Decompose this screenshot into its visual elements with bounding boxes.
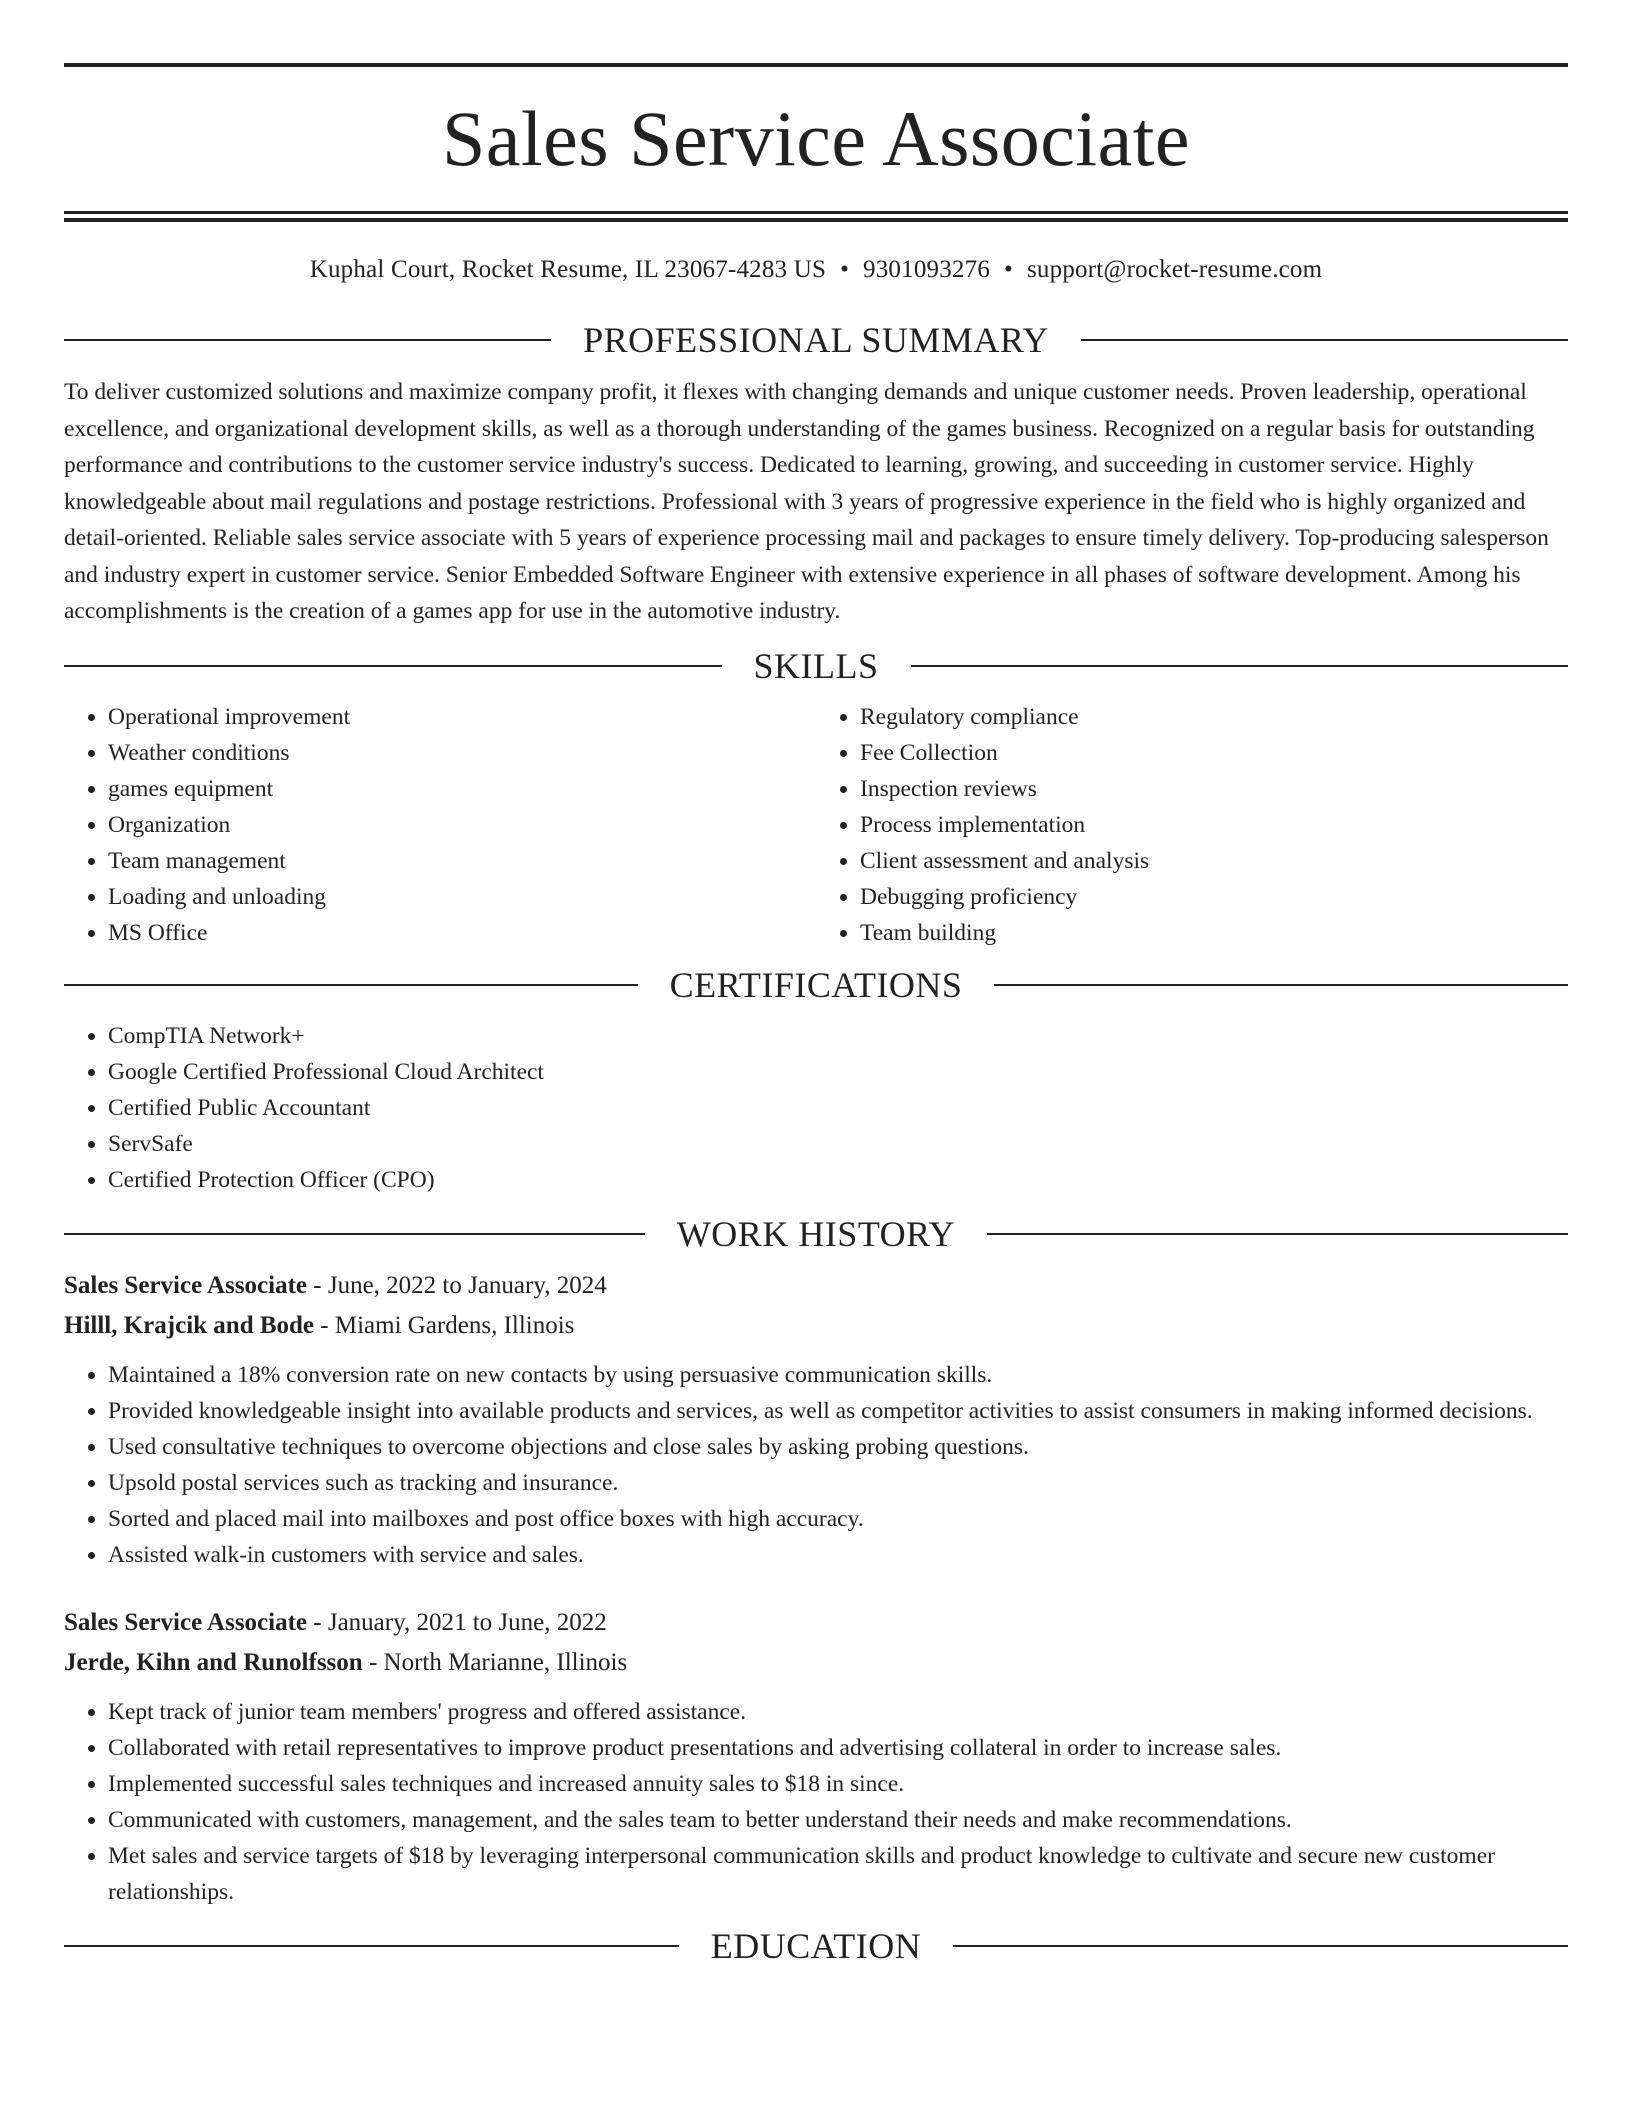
heading-rule-right <box>1081 339 1568 341</box>
skills-heading-title: SKILLS <box>753 645 879 686</box>
job-duty-item: • Maintained a 18% conversion rate on new contacts by using persuasive communication skills. <box>108 1357 1568 1393</box>
job-location: - Miami Gardens, Illinois <box>314 1311 575 1339</box>
education-heading-title: EDUCATION <box>710 1925 922 1966</box>
skills-list-right <box>816 699 1568 951</box>
job-entry <box>64 1266 1568 1573</box>
skill-item: • Fee Collection <box>860 735 1568 771</box>
skill-item: • Organization <box>108 807 816 843</box>
certification-item: • Google Certified Professional Cloud Architect <box>108 1054 1568 1090</box>
skill-item: • Loading and unloading <box>108 879 816 915</box>
certifications-heading-title: CERTIFICATIONS <box>669 964 963 1005</box>
heading-rule-left <box>64 665 722 667</box>
job-role: Sales Service Associate <box>64 1271 308 1299</box>
skill-item: • Team building <box>860 915 1568 951</box>
certification-item: • Certified Public Accountant <box>108 1090 1568 1126</box>
skill-item: • games equipment <box>108 771 816 807</box>
contact-line <box>64 255 1568 285</box>
job-duty-item: • Assisted walk-in customers with service and sales. <box>108 1537 1568 1573</box>
heading-rule-right <box>911 665 1569 667</box>
job-duties-list <box>64 1694 1568 1910</box>
contact-address: Kuphal Court, Rocket Resume, IL 23067-4283 US <box>309 256 827 283</box>
contact-separator: • <box>1004 256 1013 283</box>
certification-item: • Certified Protection Officer (CPO) <box>108 1162 1568 1198</box>
job-company: Jerde, Kihn and Runolfsson <box>64 1648 363 1676</box>
skill-item: • Regulatory compliance <box>860 699 1568 735</box>
skill-item: • Debugging proficiency <box>860 879 1568 915</box>
job-company-line <box>64 1306 1568 1346</box>
heading-rule-left <box>64 339 551 341</box>
heading-rule-right <box>994 984 1568 986</box>
job-duty-item: • Communicated with customers, management, and the sales team to better understand their needs and make recommendations. <box>108 1802 1568 1838</box>
skills-heading <box>64 646 1568 686</box>
heading-rule-left <box>64 984 638 986</box>
certifications-heading <box>64 965 1568 1005</box>
job-title-line <box>64 1266 1568 1306</box>
job-company: Hilll, Krajcik and Bode <box>64 1311 315 1339</box>
job-company-line <box>64 1643 1568 1683</box>
skill-item: • Client assessment and analysis <box>860 843 1568 879</box>
job-duty-item: • Provided knowledgeable insight into available products and services, as well as competitor activities to assist consumers in making informed decisions. <box>108 1393 1568 1429</box>
job-duty-item: • Kept track of junior team members' progress and offered assistance. <box>108 1694 1568 1730</box>
header-top-rule <box>64 63 1568 67</box>
contact-phone: 9301093276 <box>863 256 991 283</box>
heading-rule-left <box>64 1945 679 1947</box>
contact-separator: • <box>840 256 850 283</box>
job-duty-item: • Sorted and placed mail into mailboxes and post office boxes with high accuracy. <box>108 1501 1568 1537</box>
job-dates: - January, 2021 to June, 2022 <box>307 1608 607 1636</box>
skill-item: • Process implementation <box>860 807 1568 843</box>
summary-heading-title: PROFESSIONAL SUMMARY <box>583 320 1049 360</box>
skills-grid <box>64 699 1568 951</box>
job-duty-item: • Collaborated with retail representatives to improve product presentations and advertising collateral in order to increase sales. <box>108 1730 1568 1766</box>
job-duty-item: • Used consultative techniques to overcome objections and close sales by asking probing questions. <box>108 1429 1568 1465</box>
certification-item: • CompTIA Network+ <box>108 1018 1568 1054</box>
job-location: - North Marianne, Illinois <box>362 1648 628 1676</box>
work-history-heading-title: WORK HISTORY <box>676 1213 956 1254</box>
heading-rule-right <box>987 1233 1568 1235</box>
skill-item: • Inspection reviews <box>860 771 1568 807</box>
heading-rule-right <box>953 1945 1568 1947</box>
skill-item: • Operational improvement <box>108 699 816 735</box>
resume-page <box>64 0 1568 1966</box>
work-history-heading <box>64 1214 1568 1254</box>
summary-text: To deliver customized solutions and maximize company profit, it flexes with changing demands and unique customer needs. Proven leadership, operational excellence, and organizational development skills, as well as a thorough understanding of the games business. Recognized on a regular basis for outstanding performance and contributions to the customer service industry's success. Dedicated to learning, growing, and succeeding in customer service. Highly knowledgeable about mail regulations and postage restrictions. Professional with 3 years of progressive experience in the field who is highly organized and detail-oriented. Reliable sales service associate with 5 years of experience processing mail and packages to ensure timely delivery. Top-producing salesperson and industry expert in customer service. Senior Embedded Software Engineer with extensive experience in all phases of software development. Among his accomplishments is the creation of a games app for use in the automotive industry. <box>64 379 1549 624</box>
skill-item: • Weather conditions <box>108 735 816 771</box>
certifications-list <box>64 1018 1568 1198</box>
job-role: Sales Service Associate <box>64 1608 308 1636</box>
skill-item: • Team management <box>108 843 816 879</box>
job-dates: - June, 2022 to January, 2024 <box>307 1271 607 1299</box>
job-duty-item: • Implemented successful sales techniques and increased annuity sales to $18 in since. <box>108 1766 1568 1802</box>
summary-heading <box>64 320 1568 360</box>
job-entry <box>64 1603 1568 1910</box>
resume-title: Sales Service Associate <box>442 95 1190 182</box>
job-duty-item: • Upsold postal services such as tracking and insurance. <box>108 1465 1568 1501</box>
heading-rule-left <box>64 1233 645 1235</box>
skill-item: • MS Office <box>108 915 816 951</box>
education-heading <box>64 1926 1568 1966</box>
certification-item: • ServSafe <box>108 1126 1568 1162</box>
skills-list-left <box>64 699 816 951</box>
job-duty-item: • Met sales and service targets of $18 by leveraging interpersonal communication skills and product knowledge to cultivate and secure new customer relationships. <box>108 1838 1568 1910</box>
job-title-line <box>64 1603 1568 1643</box>
job-duties-list <box>64 1357 1568 1573</box>
contact-email[interactable]: support@rocket-resume.com <box>1026 256 1323 283</box>
header-double-rule <box>64 211 1568 222</box>
